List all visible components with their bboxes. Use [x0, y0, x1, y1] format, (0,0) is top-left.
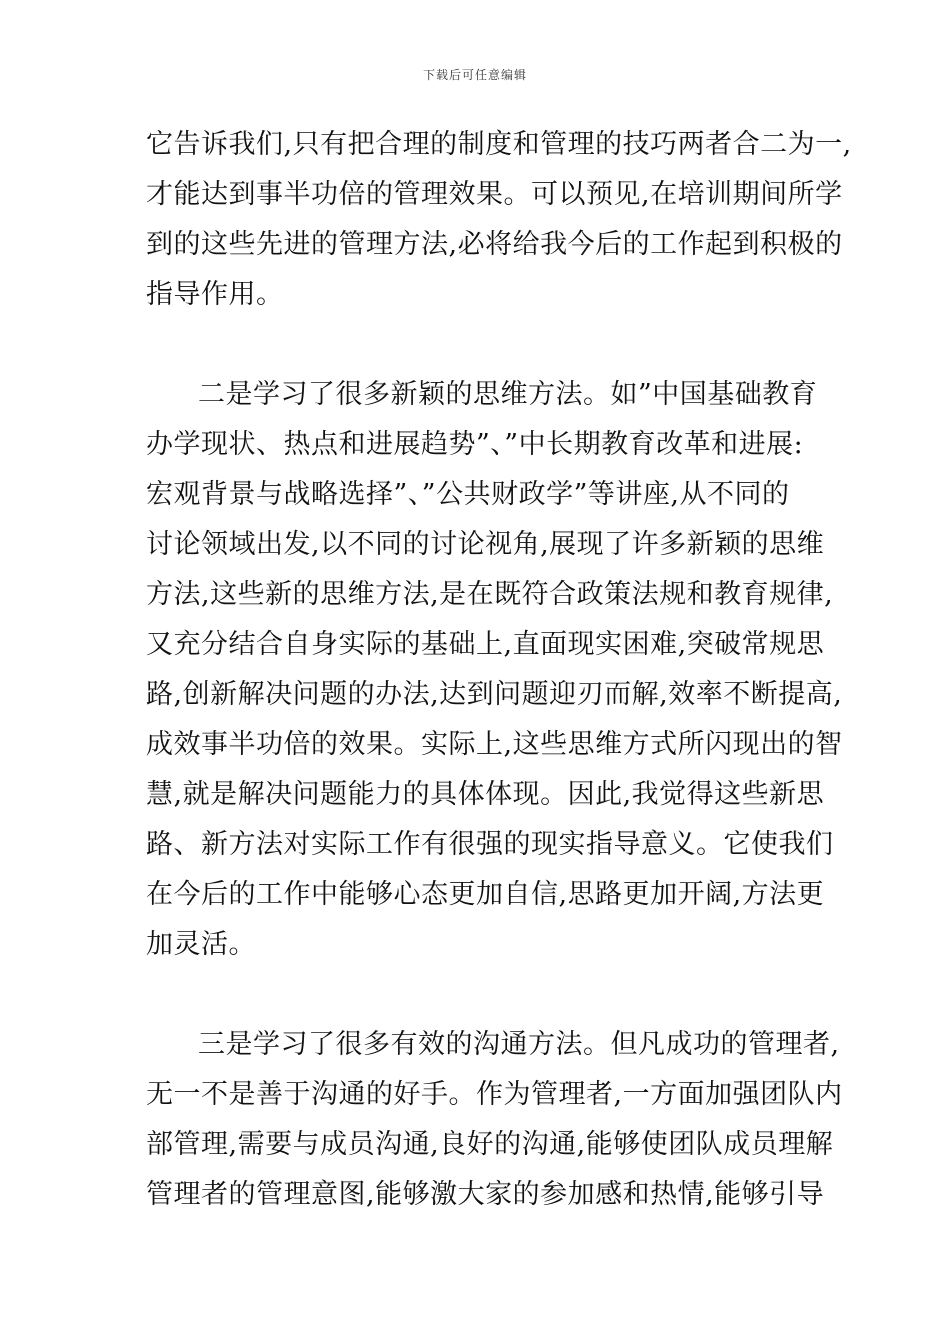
text-line: 路、新方法对实际工作有很强的现实指导意义。它使我们: [146, 829, 834, 860]
text-line: 在今后的工作中能够心态更加自信,思路更加开阔,方法更: [146, 879, 825, 910]
text-line: 又充分结合自身实际的基础上,直面现实困难,突破常规思: [146, 629, 825, 660]
text-line: 宏观背景与战略选择”、”公共财政学”等讲座,从不同的: [146, 479, 790, 510]
text-line: 指导作用。: [146, 279, 284, 310]
text-line: 二是学习了很多新颖的思维方法。如”中国基础教育: [198, 379, 818, 410]
text-line: 成效事半功倍的效果。实际上,这些思维方式所闪现出的智: [146, 729, 843, 760]
text-line: 到的这些先进的管理方法,必将给我今后的工作起到积极的: [146, 229, 843, 260]
text-line: 办学现状、热点和进展趋势”、”中长期教育改革和进展:: [146, 429, 804, 460]
text-line: 加灵活。: [146, 929, 256, 960]
text-line: 讨论领域出发,以不同的讨论视角,展现了许多新颖的思维: [146, 529, 825, 560]
text-line: 它告诉我们,只有把合理的制度和管理的技巧两者合二为一,: [146, 129, 852, 160]
text-line: 三是学习了很多有效的沟通方法。但凡成功的管理者,: [198, 1029, 840, 1060]
text-line: 管理者的管理意图,能够激大家的参加感和热情,能够引导: [146, 1179, 825, 1210]
text-line: 慧,就是解决问题能力的具体体现。因此,我觉得这些新思: [146, 779, 825, 810]
text-line: 路,创新解决问题的办法,达到问题迎刃而解,效率不断提高,: [146, 679, 843, 710]
text-line: 才能达到事半功倍的管理效果。可以预见,在培训期间所学: [146, 179, 843, 210]
text-line: 方法,这些新的思维方法,是在既符合政策法规和教育规律,: [146, 579, 834, 610]
text-line: 无一不是善于沟通的好手。作为管理者,一方面加强团队内: [146, 1079, 843, 1110]
page-header: 下载后可任意编辑: [422, 68, 527, 82]
text-line: 部管理,需要与成员沟通,良好的沟通,能够使团队成员理解: [146, 1129, 834, 1160]
